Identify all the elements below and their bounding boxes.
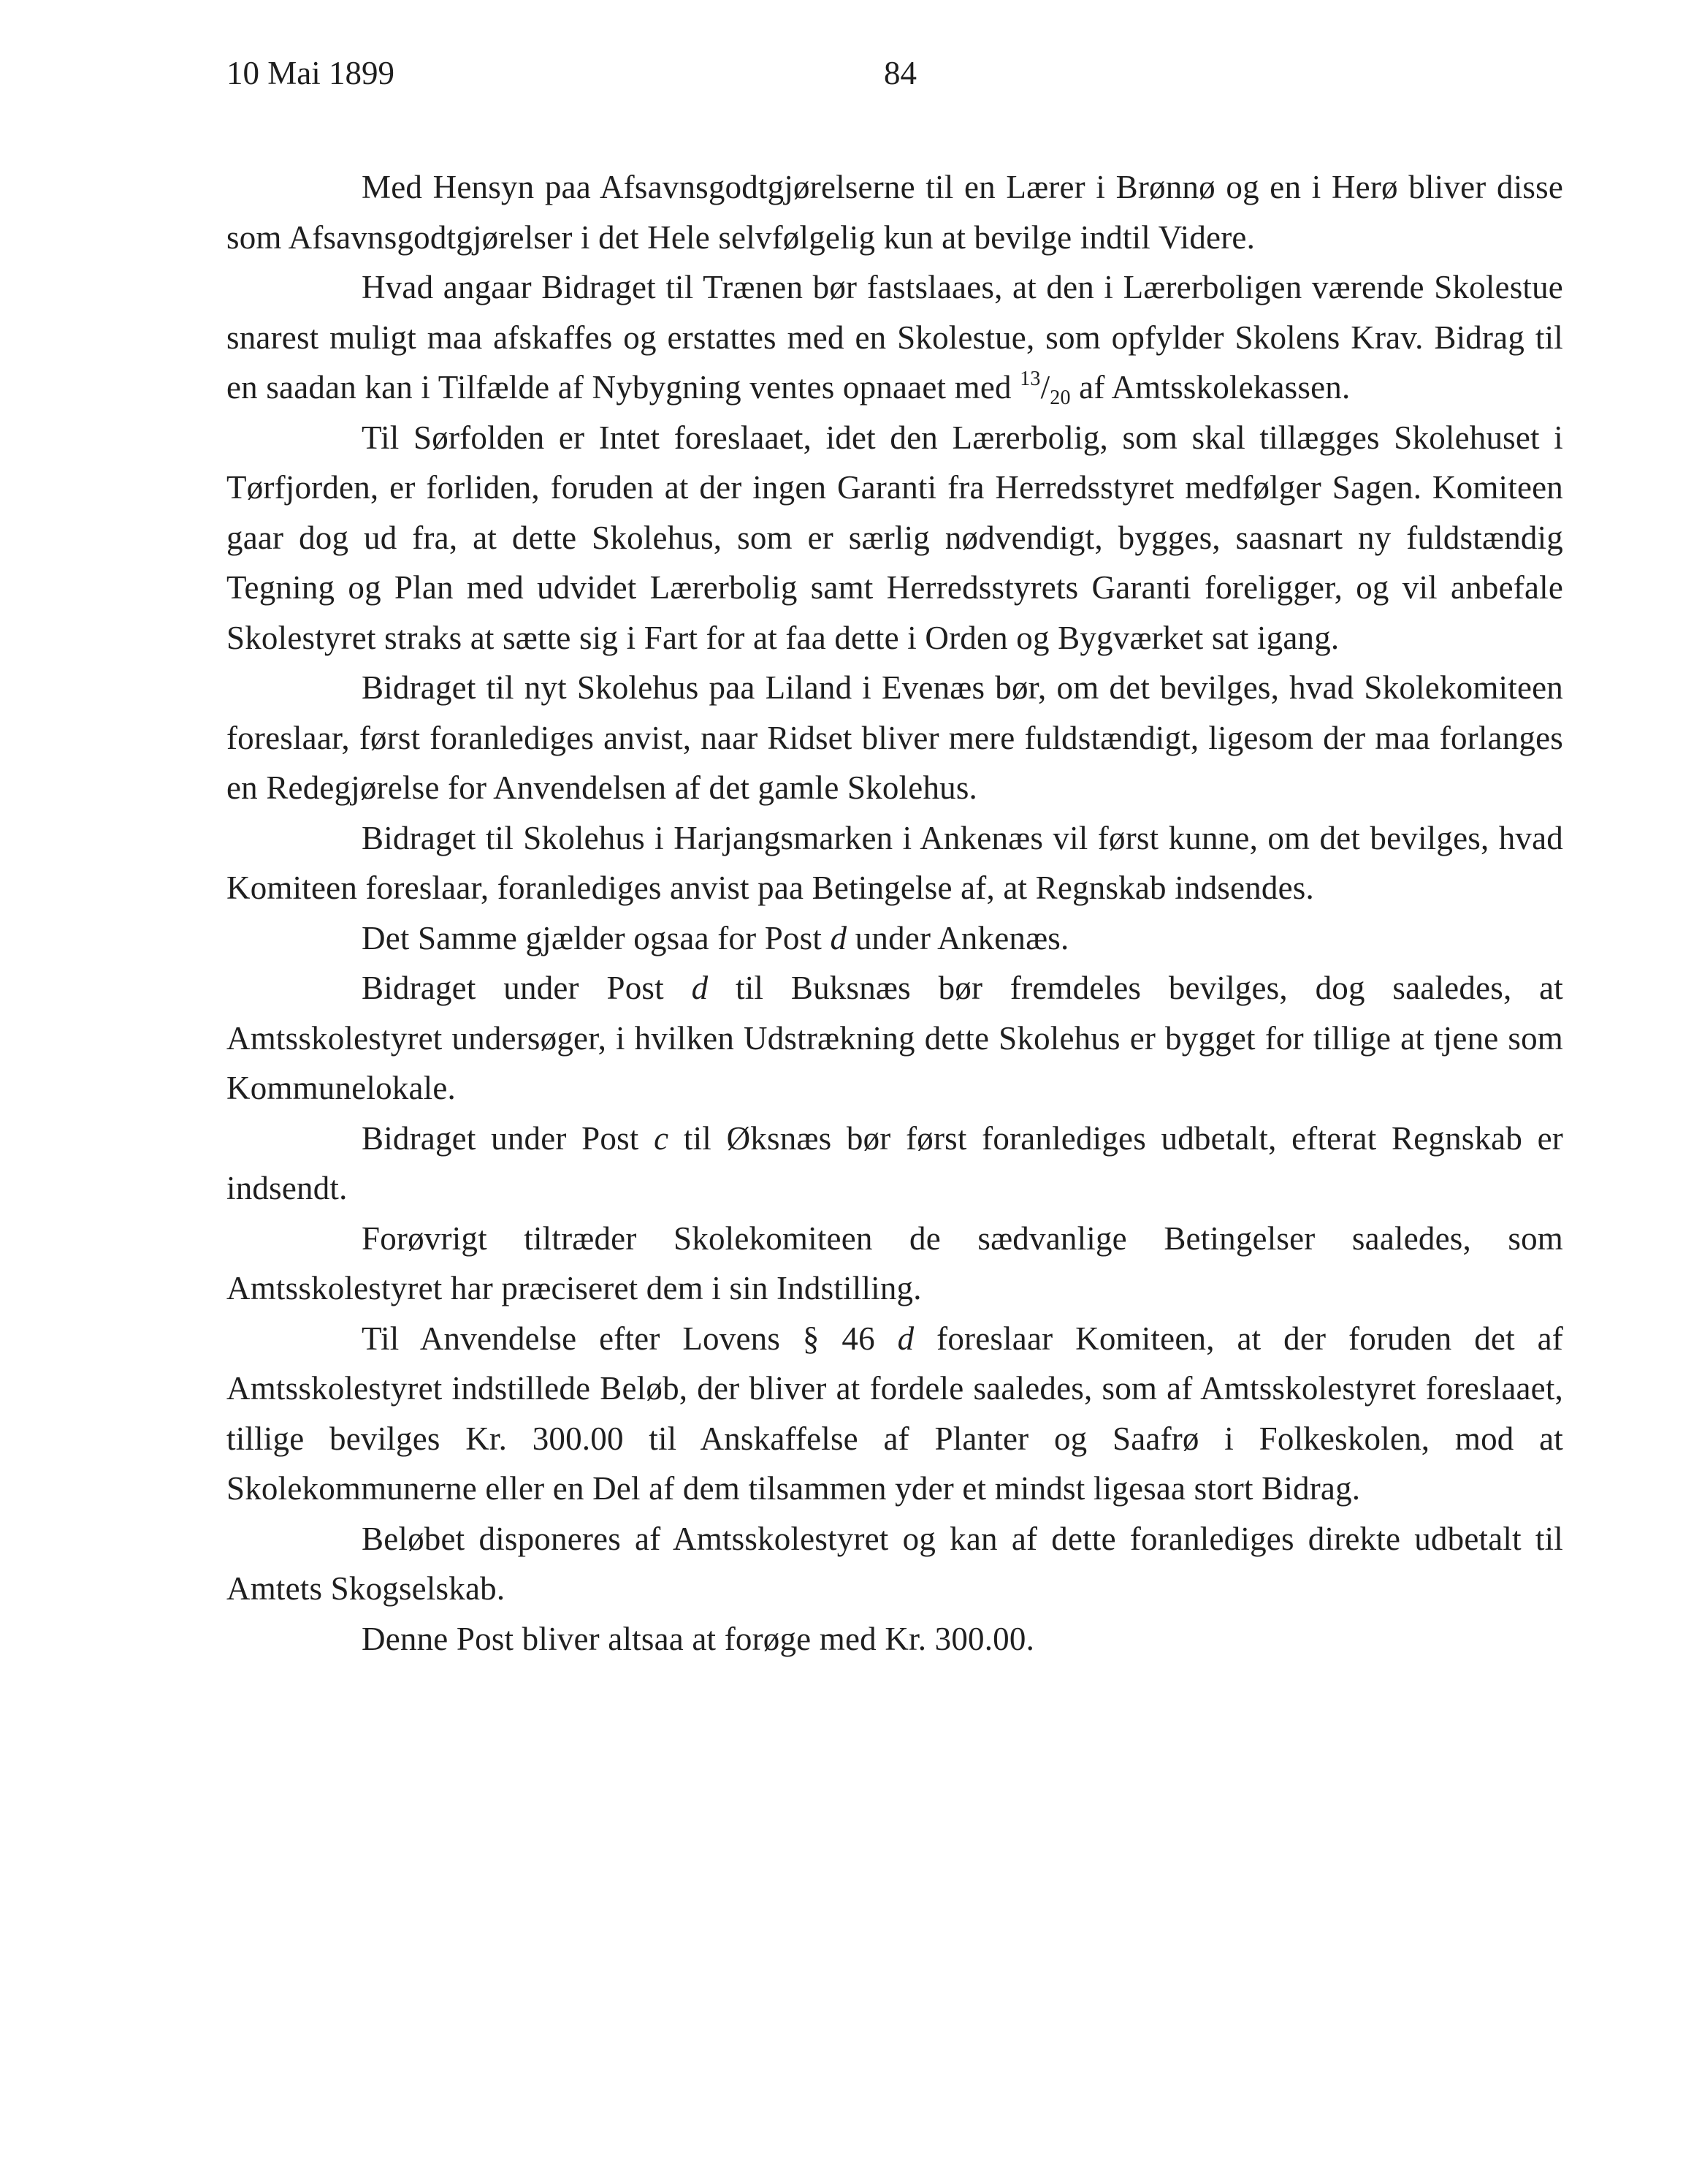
- body-text: [226, 162, 1563, 1664]
- paragraph-10-text-before: Til Anvendelse efter Lovens § 46: [362, 1320, 875, 1357]
- paragraph-7-text-before: Bidraget under Post: [362, 970, 664, 1006]
- paragraph-9: Forøvrigt tiltræder Skolekomiteen de sædvanlige Betingelser saaledes, som Amtsskolestyret har præciseret dem i sin Indstilling.: [226, 1220, 1563, 1306]
- paragraph-11: Beløbet disponeres af Amtsskolestyret og kan af dette foranlediges direkte udbetalt til Amtets Skogselskab.: [226, 1520, 1563, 1607]
- paragraph-8-text-after: til Øksnæs bør først foranlediges udbetalt, efterat Regnskab er indsendt.: [226, 1119, 1563, 1206]
- fraction-thirteen-twentieths: $^{13}/_{20}$: [1020, 368, 1071, 409]
- post-letter: d: [830, 919, 847, 956]
- paragraph-10: [226, 1314, 1563, 1514]
- paragraph-7: [226, 963, 1563, 1114]
- page-number: 84: [884, 55, 917, 91]
- paragraph-6: [226, 913, 1563, 964]
- paragraph-7-text-after: til Buksnæs bør fremdeles bevilges, dog saaledes, at Amtsskolestyret undersøger, i hvilken Udstrækning dette Skolehus er bygget for tillige at tjene som Kommunelokale.: [226, 970, 1564, 1106]
- paragraph-2: [226, 262, 1563, 413]
- post-letter: c: [654, 1119, 669, 1157]
- paragraph-8-text-before: Bidraget under Post: [362, 1119, 639, 1157]
- paragraph-8: [226, 1114, 1563, 1214]
- paragraph-2-text-before: Hvad angaar Bidraget til Trænen bør fastslaaes, at den i Lærerboligen værende Skolestue snarest muligt maa afskaffes og erstattes med en Skolestue, som opfylder Skolens Krav. Bidrag til en saadan kan i Tilfælde af Nybygning ventes opnaaet med: [226, 269, 1563, 406]
- paragraph-6-text-after: under Ankenæs.: [855, 919, 1069, 956]
- fraction-denominator: 20: [1050, 387, 1071, 409]
- paragraph-1: Med Hensyn paa Afsavnsgodtgjørelserne til en Lærer i Brønnø og en i Herø bliver disse som Afsavnsgodtgjørelser i det Hele selvfølgelig kun at bevilge indtil Videre.: [226, 169, 1563, 256]
- paragraph-6-text-before: Det Samme gjælder ogsaa for Post: [362, 919, 823, 956]
- document-page: [226, 44, 1563, 1664]
- post-letter: d: [897, 1320, 915, 1357]
- fraction-numerator: 13: [1020, 368, 1041, 390]
- header-date: 10 Mai 1899: [226, 55, 394, 91]
- paragraph-4: Bidraget til nyt Skolehus paa Liland i Evenæs bør, om det bevilges, hvad Skolekomiteen foreslaar, først foranlediges anvist, naar Ridset bliver mere fuldstændigt, ligesom der maa forlanges en Redegjørelse for Anvendelsen af det gamle Skolehus.: [226, 669, 1563, 806]
- paragraph-5: Bidraget til Skolehus i Harjangsmarken i Ankenæs vil først kunne, om det bevilges, hvad Komiteen foreslaar, foranlediges anvist paa Betingelse af, at Regnskab indsendes.: [226, 819, 1563, 906]
- paragraph-10-text-after: foreslaar Komiteen, at der foruden det af Amtsskolestyret indstillede Beløb, der bliver at fordele saaledes, som af Amtsskolestyret foreslaaet, tillige bevilges Kr. 300.00 til Anskaffelse af Planter og Saafrø i Folkeskolen, mod at Skolekommunerne eller en Del af dem tilsammen yder et mindst ligesaa stort Bidrag.: [226, 1320, 1563, 1507]
- page-header: [226, 44, 1563, 102]
- post-letter: d: [691, 970, 709, 1006]
- paragraph-12: Denne Post bliver altsaa at forøge med Kr. 300.00.: [362, 1620, 1035, 1657]
- paragraph-2-text-after: af Amtsskolekassen.: [1079, 369, 1351, 406]
- paragraph-3: Til Sørfolden er Intet foreslaaet, idet den Lærerbolig, som skal tillægges Skolehuset i Tørfjorden, er forliden, foruden at der ingen Garanti fra Herredsstyret medfølger Sagen. Komiteen gaar dog ud fra, at dette Skolehus, som er særlig nødvendigt, bygges, saasnart ny fuldstændig Tegning og Plan med udvidet Lærerbolig samt Herredsstyrets Garanti foreligger, og vil anbefale Skolestyret straks at sætte sig i Fart for at faa dette i Orden og Bygværket sat igang.: [226, 419, 1563, 656]
